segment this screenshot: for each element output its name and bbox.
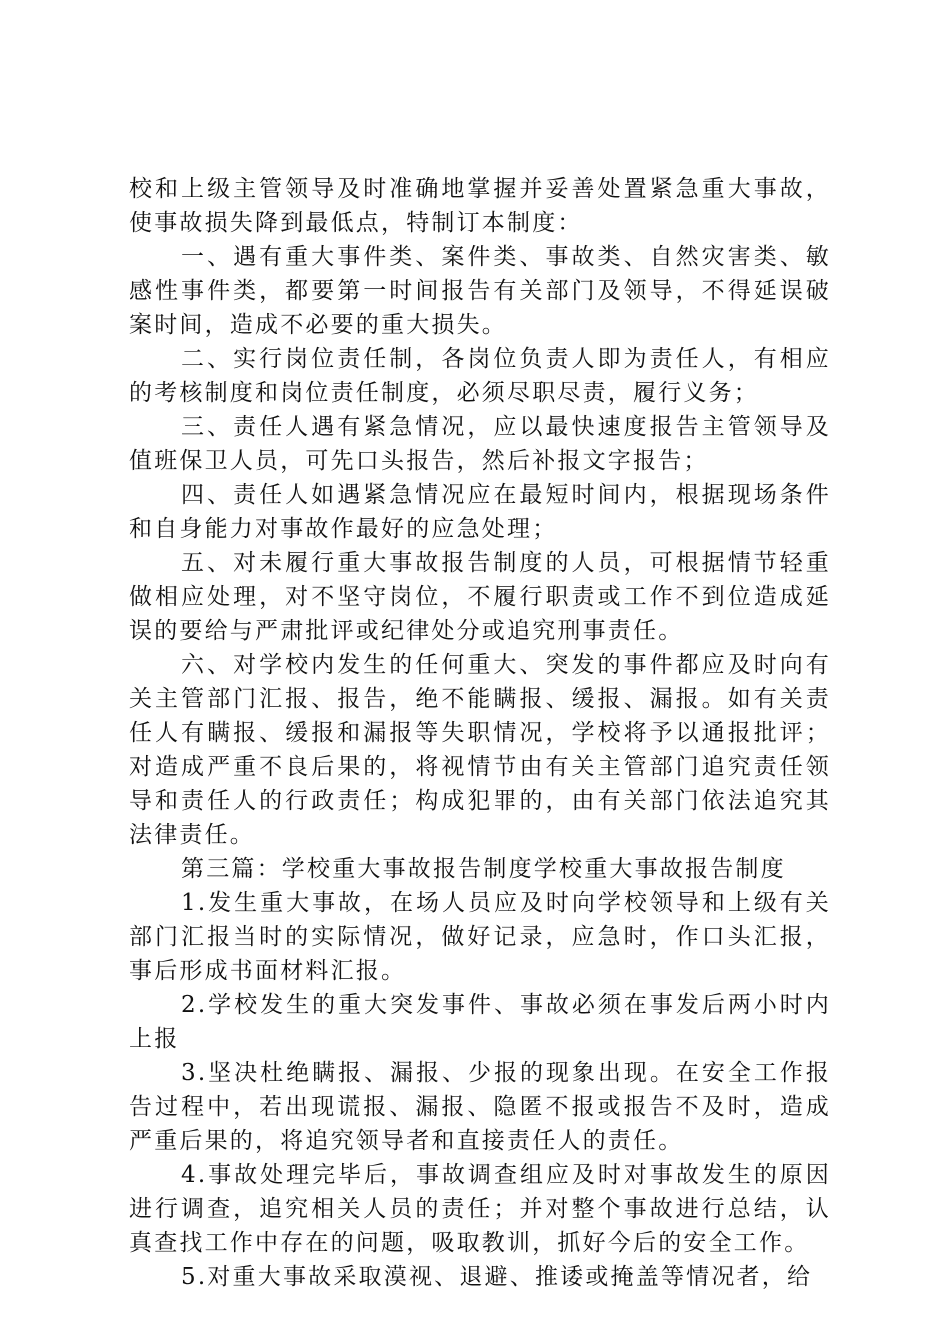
paragraph-rule-2: 2.学校发生的重大突发事件、事故必须在事发后两小时内上报 [129,992,831,1052]
paragraph-intro-continuation: 校和上级主管领导及时准确地掌握并妥善处置紧急重大事故，使事故损失降到最低点，特制订本制度： [129,176,831,236]
paragraph-rule-4: 4.事故处理完毕后，事故调查组应及时对事故发生的原因进行调查，追究相关人员的责任；并对整个事故进行总结，认真查找工作中存在的问题，吸取教训，抓好今后的安全工作。 [129,1162,831,1256]
paragraph-item-6: 六、对学校内发生的任何重大、突发的事件都应及时向有关主管部门汇报、报告，绝不能瞒报、缓报、漏报。如有关责任人有瞒报、缓报和漏报等失职情况，学校将予以通报批评；对造成严重不良后果的，将视情节由有关主管部门追究责任领导和责任人的行政责任；构成犯罪的，由有关部门依法追究其法律责任。 [129,652,831,848]
paragraph-item-2: 二、实行岗位责任制，各岗位负责人即为责任人，有相应的考核制度和岗位责任制度，必须尽职尽责，履行义务； [129,346,831,406]
document-body [129,172,831,1294]
paragraph-rule-1: 1.发生重大事故，在场人员应及时向学校领导和上级有关部门汇报当时的实际情况，做好记录，应急时，作口头汇报，事后形成书面材料汇报。 [129,890,831,984]
paragraph-item-4: 四、责任人如遇紧急情况应在最短时间内，根据现场条件和自身能力对事故作最好的应急处理； [129,482,831,542]
section-heading-part-3: 第三篇：学校重大事故报告制度学校重大事故报告制度 [181,856,786,882]
paragraph-item-3: 三、责任人遇有紧急情况，应以最快速度报告主管领导及值班保卫人员，可先口头报告，然后补报文字报告； [129,414,831,474]
paragraph-item-5: 五、对未履行重大事故报告制度的人员，可根据情节轻重做相应处理，对不坚守岗位，不履行职责或工作不到位造成延误的要给与严肃批评或纪律处分或追究刑事责任。 [129,550,831,644]
paragraph-rule-3: 3.坚决杜绝瞒报、漏报、少报的现象出现。在安全工作报告过程中，若出现谎报、漏报、隐匿不报或报告不及时，造成严重后果的，将追究领导者和直接责任人的责任。 [129,1060,831,1154]
paragraph-rule-5: 5.对重大事故采取漠视、退避、推诿或掩盖等情况者，给 [181,1264,813,1290]
paragraph-item-1: 一、遇有重大事件类、案件类、事故类、自然灾害类、敏感性事件类，都要第一时间报告有关部门及领导，不得延误破案时间，造成不必要的重大损失。 [129,244,831,338]
